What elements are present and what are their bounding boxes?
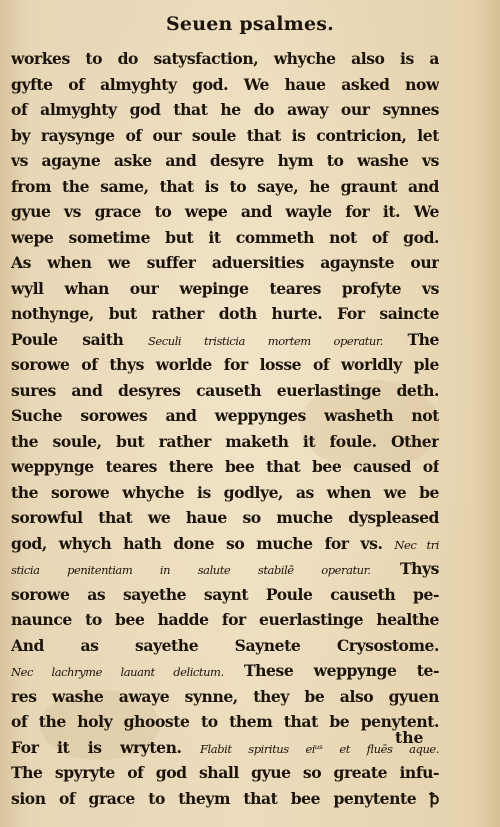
line-text: Poule saith xyxy=(11,329,148,349)
line-text: Thys xyxy=(370,559,439,578)
latin-quotation: sticia penitentiam in salute stabilē operatur. xyxy=(11,563,371,577)
text-line xyxy=(11,352,439,378)
text-line xyxy=(11,148,439,174)
text-line xyxy=(11,531,439,557)
line-text: sures and desyres causeth euerlastinge deth. xyxy=(11,380,439,400)
line-text: These weppynge te- xyxy=(223,661,439,680)
line-text: sorowe of thys worlde for losse of worldly ple xyxy=(11,355,439,374)
line-text: the sorowe whyche is godlye, as when we be xyxy=(11,482,439,502)
text-line xyxy=(11,480,439,506)
line-text: weppynge teares there bee that bee caused of xyxy=(11,457,439,476)
text-line xyxy=(11,786,439,812)
text-line xyxy=(11,454,439,480)
line-text: workes to do satysfaction, whyche also is a xyxy=(11,49,439,68)
line-text: sion of grace to theym that bee penytente ꝥ xyxy=(11,788,439,808)
text-line xyxy=(11,633,439,659)
text-line xyxy=(11,72,439,98)
line-text: from the same, that is to saye, he graunt and xyxy=(11,176,439,196)
running-head: Seuen psalmes. xyxy=(166,13,334,35)
text-line xyxy=(11,709,439,735)
text-line xyxy=(11,607,439,633)
text-line xyxy=(11,123,439,149)
catchword: the xyxy=(395,728,424,747)
text-line xyxy=(11,250,439,276)
text-block xyxy=(11,46,439,811)
line-text: gyfte of almyghty god. We haue asked now xyxy=(11,74,439,94)
text-line xyxy=(11,174,439,200)
line-text: As when we suffer aduersities agaynste our xyxy=(11,253,439,272)
text-line xyxy=(11,276,439,302)
line-text: vs agayne aske and desyre hym to washe vs xyxy=(11,151,439,170)
text-line xyxy=(11,378,439,404)
line-text: naunce to bee hadde for euerlastinge healthe xyxy=(11,610,439,629)
text-line xyxy=(11,556,439,582)
line-text: by raysynge of our soule that is contricion, let xyxy=(11,125,439,145)
text-line xyxy=(11,327,439,353)
line-text: of the holy ghooste to them that be penytent. xyxy=(11,712,439,731)
text-line xyxy=(11,429,439,455)
line-text: wepe sometime but it commeth not of god. xyxy=(11,227,439,247)
line-text: god, whych hath done so muche for vs. xyxy=(11,533,395,553)
line-text: For it is wryten. xyxy=(11,737,201,757)
latin-quotation: Nec lachryme lauant delictum. xyxy=(11,665,224,679)
latin-quotation: Nec tri xyxy=(394,537,439,552)
line-text: res washe awaye synne, they be also gyuen xyxy=(11,686,439,706)
text-line xyxy=(11,199,439,225)
line-text: sorowful that we haue so muche dyspleased xyxy=(11,508,439,527)
line-text: The xyxy=(382,329,439,349)
line-text: nothynge, but rather doth hurte. For saincte xyxy=(11,304,439,323)
line-text: wyll whan our wepinge teares profyte vs xyxy=(11,278,439,298)
text-line xyxy=(11,301,439,327)
line-text: The spyryte of god shall gyue so greate infu- xyxy=(11,763,439,782)
text-line xyxy=(11,403,439,429)
text-line xyxy=(11,582,439,608)
line-text: And as sayethe Saynete Crysostome. xyxy=(11,635,439,655)
latin-quotation: Seculi tristicia mortem operatur. xyxy=(147,333,383,348)
text-line xyxy=(11,46,439,72)
text-line xyxy=(11,760,439,786)
latin-quotation: Flabit spiritus eiᵘˢ et fluēs aque. xyxy=(200,741,439,756)
line-text: of almyghty god that he do away our synnes xyxy=(11,100,439,119)
line-text: sorowe as sayethe saynt Poule causeth pe- xyxy=(11,584,439,604)
text-line xyxy=(11,684,439,710)
text-line xyxy=(11,658,439,684)
line-text: the soule, but rather maketh it foule. Other xyxy=(11,431,439,451)
text-line xyxy=(11,225,439,251)
text-line xyxy=(11,735,439,761)
line-text: gyue vs grace to wepe and wayle for it. We xyxy=(11,202,439,221)
line-text: Suche sorowes and weppynges washeth not xyxy=(11,406,439,425)
text-line xyxy=(11,97,439,123)
text-line xyxy=(11,505,439,531)
